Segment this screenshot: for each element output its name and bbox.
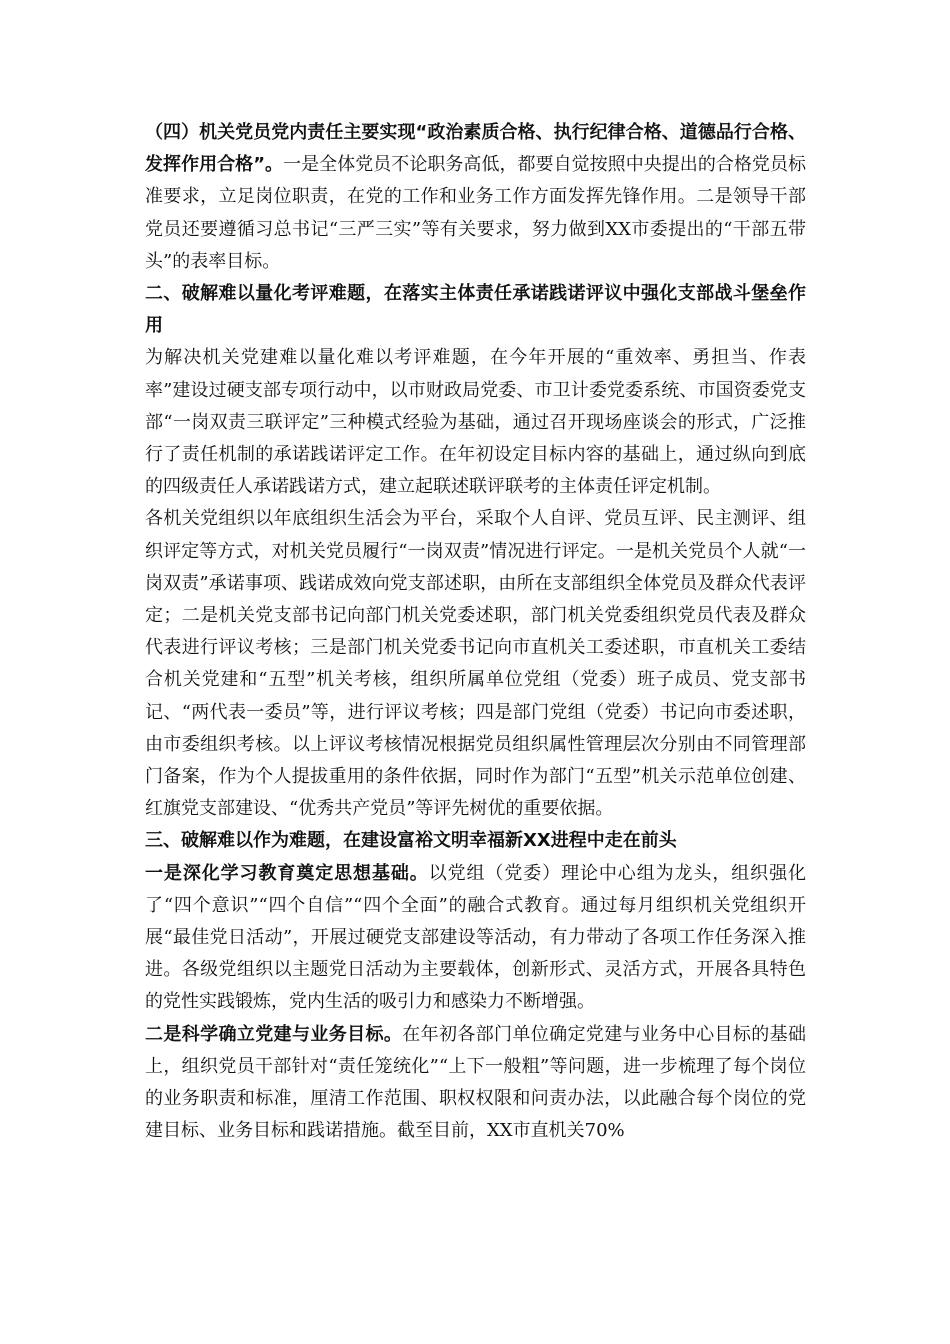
section-4-lead: （四）机关党员党内责任主要实现“政治素质合格、执行纪律合格、道德品行合格、发挥作用合格”。 xyxy=(145,122,806,176)
section-4-paragraph xyxy=(145,117,806,278)
item-2-lead: 二是科学确立党建与业务目标。 xyxy=(145,1023,403,1045)
paragraph-2a: 为解决机关党建难以量化难以考评难题，在今年开展的“重效率、勇担当、作表率”建设过硬支部专项行动中，以市财政局党委、市卫计委党委系统、市国资委党支部“一岗双责三联评定”三种模式经验为基础，通过召开现场座谈会的形式，广泛推行了责任机制的承诺践诺评定工作。在年初设定目标内容的基础上，通过纵向到底的四级责任人承诺践诺方式，建立起联述联评联考的主体责任评定机制。 xyxy=(145,347,806,498)
document-page xyxy=(145,117,806,1148)
item-1-body: 以党组（党委）理论中心组为龙头，组织强化了“四个意识”“四个自信”“四个全面”的融合式教育。通过每月组织机关党组织开展“最佳党日活动”，开展过硬党支部建设等活动，有力带动了各项工作任务深入推进。各级党组织以主题党日活动为主要载体，创新形式、灵活方式，开展各具特色的党性实践锻炼，党内生活的吸引力和感染力不断增强。 xyxy=(145,862,807,1013)
section-4-body: 一是全体党员不论职务高低，都要自觉按照中央提出的合格党员标准要求，立足岗位职责，在党的工作和业务工作方面发挥先锋作用。二是领导干部党员还要遵循习总书记“三严三实”等有关要求，努力做到XX市委提出的“干部五带头”的表率目标。 xyxy=(145,154,806,272)
item-1-lead: 一是深化学习教育奠定思想基础。 xyxy=(145,862,429,884)
item-1-paragraph xyxy=(145,858,806,1019)
paragraph-2b: 各机关党组织以年底组织生活会为平台，采取个人自评、党员互评、民主测评、组织评定等方式，对机关党员履行“一岗双责”情况进行评定。一是机关党员个人就“一岗双责”承诺事项、践诺成效向党支部述职，由所在支部组织全体党员及群众代表评定；二是机关党支部书记向部门机关党委述职，部门机关党委组织党员代表及群众代表进行评议考核；三是部门机关党委书记向市直机关工委述职，市直机关工委结合机关党建和“五型”机关考核，组织所属单位党组（党委）班子成员、党支部书记、“两代表一委员”等，进行评议考核；四是部门党组（党委）书记向市委述职，由市委组织考核。以上评议考核情况根据党员组织属性管理层次分别由不同管理部门备案，作为个人提拔重用的条件依据，同时作为部门“五型”机关示范单位创建、红旗党支部建设、“优秀共产党员”等评先树优的重要依据。 xyxy=(145,508,806,820)
heading-2: 二、破解难以量化考评难题，在落实主体责任承诺践诺评议中强化支部战斗堡垒作用 xyxy=(145,283,806,337)
item-2-paragraph xyxy=(145,1019,806,1148)
heading-3: 三、破解难以作为难题，在建设富裕文明幸福新XX进程中走在前头 xyxy=(145,830,677,852)
item-2-body: 在年初各部门单位确定党建与业务中心目标的基础上，组织党员干部针对“责任笼统化”“上下一般粗”等问题，进一步梳理了每个岗位的业务职责和标准，厘清工作范围、职权权限和问责办法，以此融合每个岗位的党建目标、业务目标和践诺措施。截至目前，XX市直机关70% xyxy=(145,1023,807,1142)
